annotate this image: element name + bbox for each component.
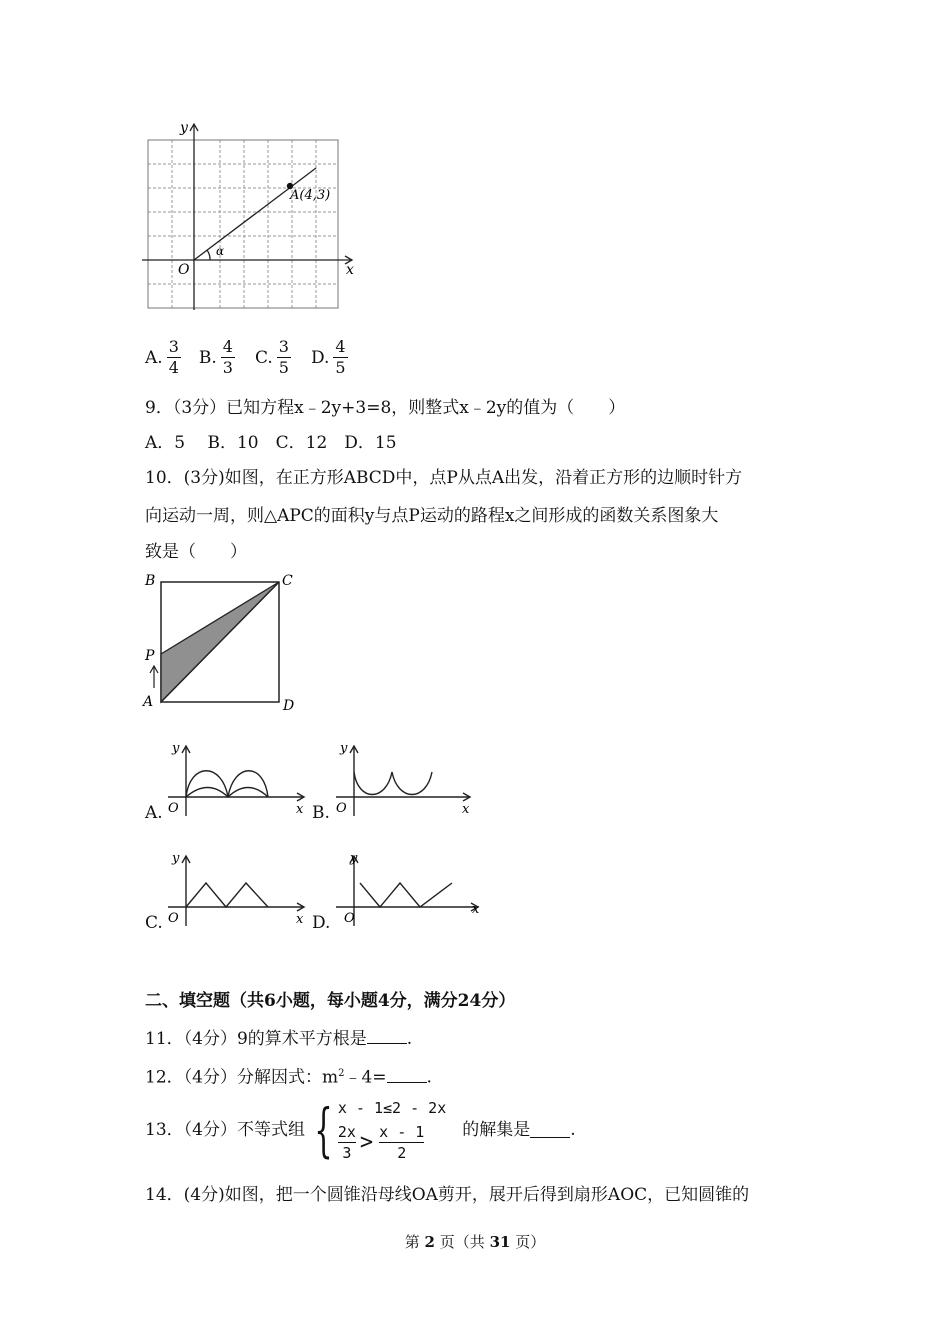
q11	[145, 1027, 412, 1050]
q13	[145, 1097, 576, 1162]
fraction-denominator: 5	[335, 358, 346, 377]
fraction-numerator: 3	[168, 337, 179, 356]
point-a-label: A(4,3)	[290, 188, 331, 203]
q10-option-d-letter: D.	[312, 913, 331, 933]
q13-suffix: 的解集是	[462, 1119, 531, 1140]
footer-total-pages: 31	[489, 1233, 511, 1251]
q8-option-d-fraction	[333, 338, 347, 377]
inequality-lines	[338, 1097, 446, 1162]
fraction-numerator: 4	[335, 337, 346, 356]
origin-label: O	[178, 262, 190, 278]
graph-x-label: x	[462, 802, 470, 817]
page-footer	[0, 1231, 950, 1252]
answer-blank	[367, 1027, 407, 1044]
vertex-d-label: D	[283, 698, 295, 714]
graph-x-label: x	[296, 912, 304, 927]
angle-alpha-label: α	[216, 244, 225, 258]
graph-origin-label: O	[344, 911, 355, 926]
inequality-system	[305, 1097, 446, 1162]
vertex-c-label: C	[282, 573, 293, 589]
footer-post: 页）	[515, 1233, 546, 1251]
greater-than-sign: >	[359, 1129, 374, 1155]
graph-x-label: x	[472, 902, 480, 917]
footer-pre: 第	[404, 1233, 420, 1251]
graph-y-label: y	[172, 851, 180, 866]
q8-option-a-fraction	[167, 338, 181, 377]
q8-option-c-letter: C.	[254, 347, 273, 368]
q10-option-d-graph	[330, 850, 490, 930]
footer-page-number: 2	[424, 1233, 435, 1251]
graph-origin-label: O	[168, 801, 179, 816]
left-brace: {	[314, 1095, 333, 1164]
footer-mid: 页（共	[439, 1233, 485, 1251]
q11-end: .	[406, 1029, 413, 1049]
q8-grid-figure	[140, 118, 365, 313]
q10-stem-line2: 向运动一周，则△APC的面积y与点P运动的路程x之间形成的函数关系图象大	[145, 506, 719, 526]
point-p-label: P	[145, 648, 155, 664]
q9-options: A．5 B．10 C．12 D．15	[145, 433, 397, 453]
q13-end: .	[570, 1119, 576, 1140]
q10-stem-line3: 致是（ ）	[145, 542, 247, 562]
graph-y-label: y	[350, 851, 358, 866]
q11-text: 11．（4分）9的算术平方根是	[145, 1029, 367, 1049]
inequality-2-left-fraction	[338, 1123, 356, 1162]
axis-y-label: y	[180, 120, 188, 136]
answer-blank	[387, 1066, 427, 1083]
graph-x-label: x	[296, 802, 304, 817]
inequality-1: x - 1≤2 - 2x	[337, 1099, 447, 1117]
q10-stem-line1: 10．(3分)如图，在正方形ABCD中，点P从点A出发，沿着正方形的边顺时针方	[145, 468, 743, 488]
q14-stem-line1: 14．(4分)如图，把一个圆锥沿母线OA剪开，展开后得到扇形AOC，已知圆锥的	[145, 1185, 750, 1205]
inequality-2-right-fraction	[379, 1123, 424, 1162]
q10-option-a-graph	[162, 740, 312, 820]
q12-end: .	[426, 1067, 432, 1088]
q13-prefix: 13．（4分）不等式组	[145, 1119, 305, 1140]
q10-option-b-letter: B.	[312, 803, 330, 823]
fraction-denominator: 2	[397, 1144, 407, 1162]
q8-option-a-letter: A.	[145, 347, 163, 368]
fraction-denominator: 5	[278, 358, 289, 377]
q10-option-a-letter: A.	[145, 803, 163, 823]
fraction-numerator: x - 1	[379, 1123, 425, 1141]
fraction-denominator: 3	[342, 1144, 352, 1162]
q10-option-b-graph	[330, 740, 480, 820]
graph-origin-label: O	[168, 911, 179, 926]
inequality-2	[338, 1123, 446, 1162]
q10-option-c-letter: C.	[145, 913, 163, 933]
q8-options	[145, 338, 354, 377]
q8-option-d-letter: D.	[310, 347, 330, 368]
q8-option-b-fraction	[221, 338, 235, 377]
fraction-numerator: 2x	[337, 1123, 356, 1141]
fraction-numerator: 3	[278, 337, 289, 356]
q9-stem: 9．（3分）已知方程x﹣2y+3=8，则整式x﹣2y的值为（ ）	[145, 398, 626, 418]
graph-origin-label: O	[336, 801, 347, 816]
q10-option-c-graph	[162, 850, 312, 930]
fraction-denominator: 4	[168, 358, 179, 377]
fraction-numerator: 4	[222, 337, 233, 356]
axis-x-label: x	[346, 262, 354, 278]
q12	[145, 1063, 432, 1089]
q8-option-c-fraction	[277, 338, 291, 377]
answer-blank	[530, 1121, 570, 1138]
q12-rest: ﹣4=	[344, 1067, 387, 1088]
q8-option-b-letter: B.	[198, 347, 217, 368]
graph-y-label: y	[340, 741, 348, 756]
q12-text: 12．（4分）分解因式：m	[145, 1067, 339, 1088]
graph-y-label: y	[172, 741, 180, 756]
vertex-a-label: A	[143, 694, 154, 710]
vertex-b-label: B	[145, 573, 156, 589]
q10-square-figure	[140, 570, 305, 715]
section-2-title: 二、填空题（共6小题，每小题4分，满分24分）	[145, 991, 516, 1011]
q12-superscript: 2	[338, 1068, 345, 1079]
fraction-denominator: 3	[222, 358, 233, 377]
